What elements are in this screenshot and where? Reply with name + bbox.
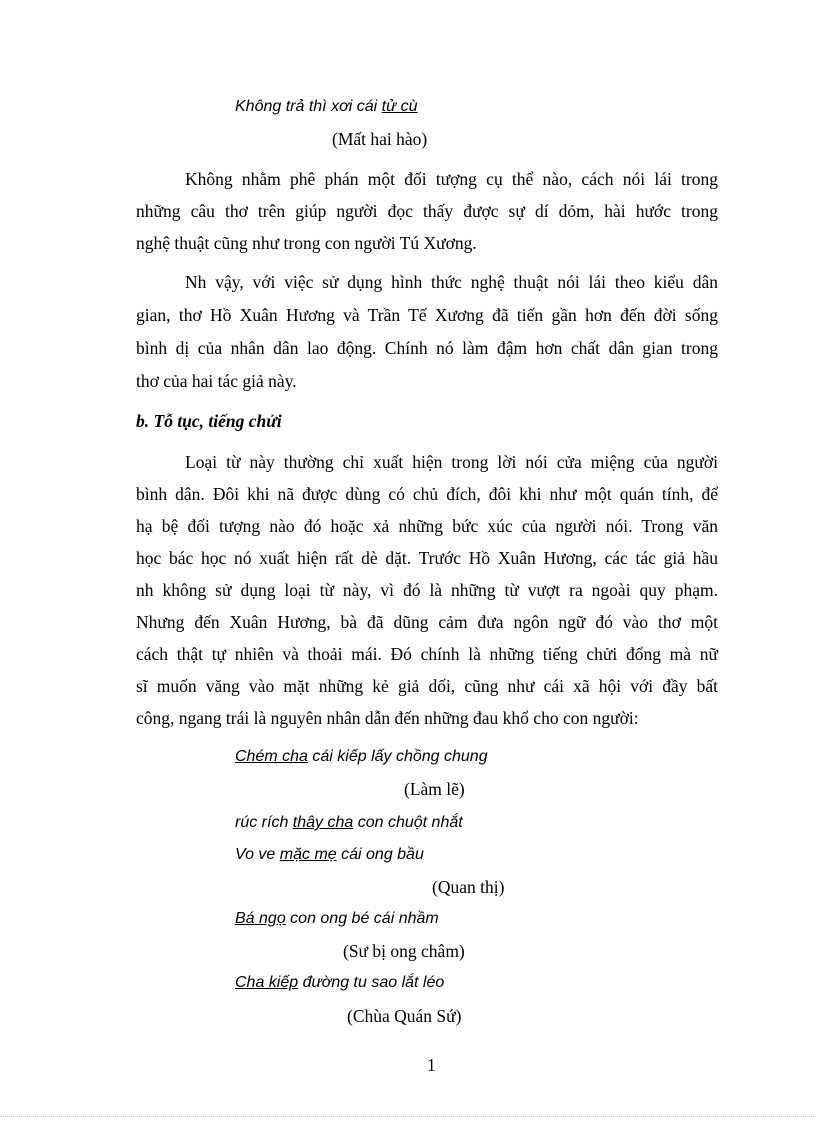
paragraph-line: cách thật tự nhiên và thoải mái. Đó chính là những tiếng chửi đổng mà nữ <box>136 644 718 664</box>
paragraph-line: hạ bệ đối tượng nào đó hoặc xả những bức xúc của người nói. Trong văn <box>136 516 718 536</box>
underlined-word: Chém cha <box>235 748 308 765</box>
underlined-word: thây cha <box>292 814 354 831</box>
paragraph-line: gian, thơ Hồ Xuân Hương và Trần Tế Xương đã tiến gần hơn đến đời sống <box>136 305 718 325</box>
paragraph-line: sĩ muốn văng vào mặt những kẻ giả dối, cũng như cái xã hội với đầy bất <box>136 676 718 696</box>
verse-text: Không trả thì xơi cái <box>235 98 382 115</box>
verse-text: cái kiếp lấy chồng chung <box>307 748 488 765</box>
poem-line <box>235 908 439 930</box>
poem-line <box>235 972 444 994</box>
paragraph-line: Nhưng đến Xuân Hương, bà đã dũng cảm đưa ngôn ngữ đó vào thơ một <box>136 612 718 632</box>
verse-text: Vo ve <box>235 846 280 863</box>
poem-line <box>235 96 418 118</box>
paragraph-line: thơ của hai tác giả này. <box>136 371 297 391</box>
poem-source: (Quan thị) <box>432 877 505 897</box>
underlined-word: tử cù <box>381 98 418 115</box>
poem-source: (Sư bị ong châm) <box>343 941 465 961</box>
section-heading: b. Tỗ tục, tiếng chửi <box>136 411 282 431</box>
verse-text: đường tu sao lắt léo <box>298 974 445 991</box>
poem-line <box>235 746 488 768</box>
paragraph-line: nh không sử dụng loại từ này, vì đó là những từ vượt ra ngoài quy phạm. <box>136 580 718 600</box>
poem-source: (Chùa Quán Sứ) <box>347 1006 462 1026</box>
poem-line <box>235 812 463 834</box>
paragraph-line: bình dị của nhân dân lao động. Chính nó làm đậm hơn chất dân gian trong <box>136 338 718 358</box>
poem-line <box>235 844 424 866</box>
verse-text: rúc rích <box>235 814 293 831</box>
poem-source: (Làm lẽ) <box>404 779 465 799</box>
paragraph-line: Không nhằm phê phán một đối tượng cụ thể nào, cách nói lái trong <box>185 169 718 189</box>
verse-text: con ong bé cái nhầm <box>285 910 439 927</box>
paragraph-line: công, ngang trái là nguyên nhân dẫn đến những đau khổ cho con người: <box>136 708 639 728</box>
paragraph-line: học bác học nó xuất hiện rất dè dặt. Trước Hồ Xuân Hương, các tác giả hầu <box>136 548 718 568</box>
underlined-word: mặc mẹ <box>279 846 337 863</box>
paragraph-line: bình dân. Đôi khi nã được dùng có chủ đích, đôi khi như một quán tính, để <box>136 484 718 504</box>
verse-text: cái ong bầu <box>336 846 424 863</box>
page-number: 1 <box>427 1055 436 1075</box>
paragraph-line: nghệ thuật cũng như trong con người Tú Xương. <box>136 233 477 253</box>
underlined-word: Bá ngọ <box>235 910 286 927</box>
paragraph-line: Loại từ này thường chỉ xuất hiện trong lời nói cửa miệng của người <box>185 452 718 472</box>
paragraph-line: Nh vậy, với việc sử dụng hình thức nghệ thuật nói lái theo kiểu dân <box>185 272 718 292</box>
poem-source: (Mất hai hào) <box>332 129 428 149</box>
underlined-word: Cha kiếp <box>235 974 299 991</box>
page-bottom-divider <box>0 1116 816 1117</box>
verse-text: con chuột nhắt <box>353 814 463 831</box>
paragraph-line: những câu thơ trên giúp người đọc thấy được sự dí dỏm, hài hước trong <box>136 201 718 221</box>
